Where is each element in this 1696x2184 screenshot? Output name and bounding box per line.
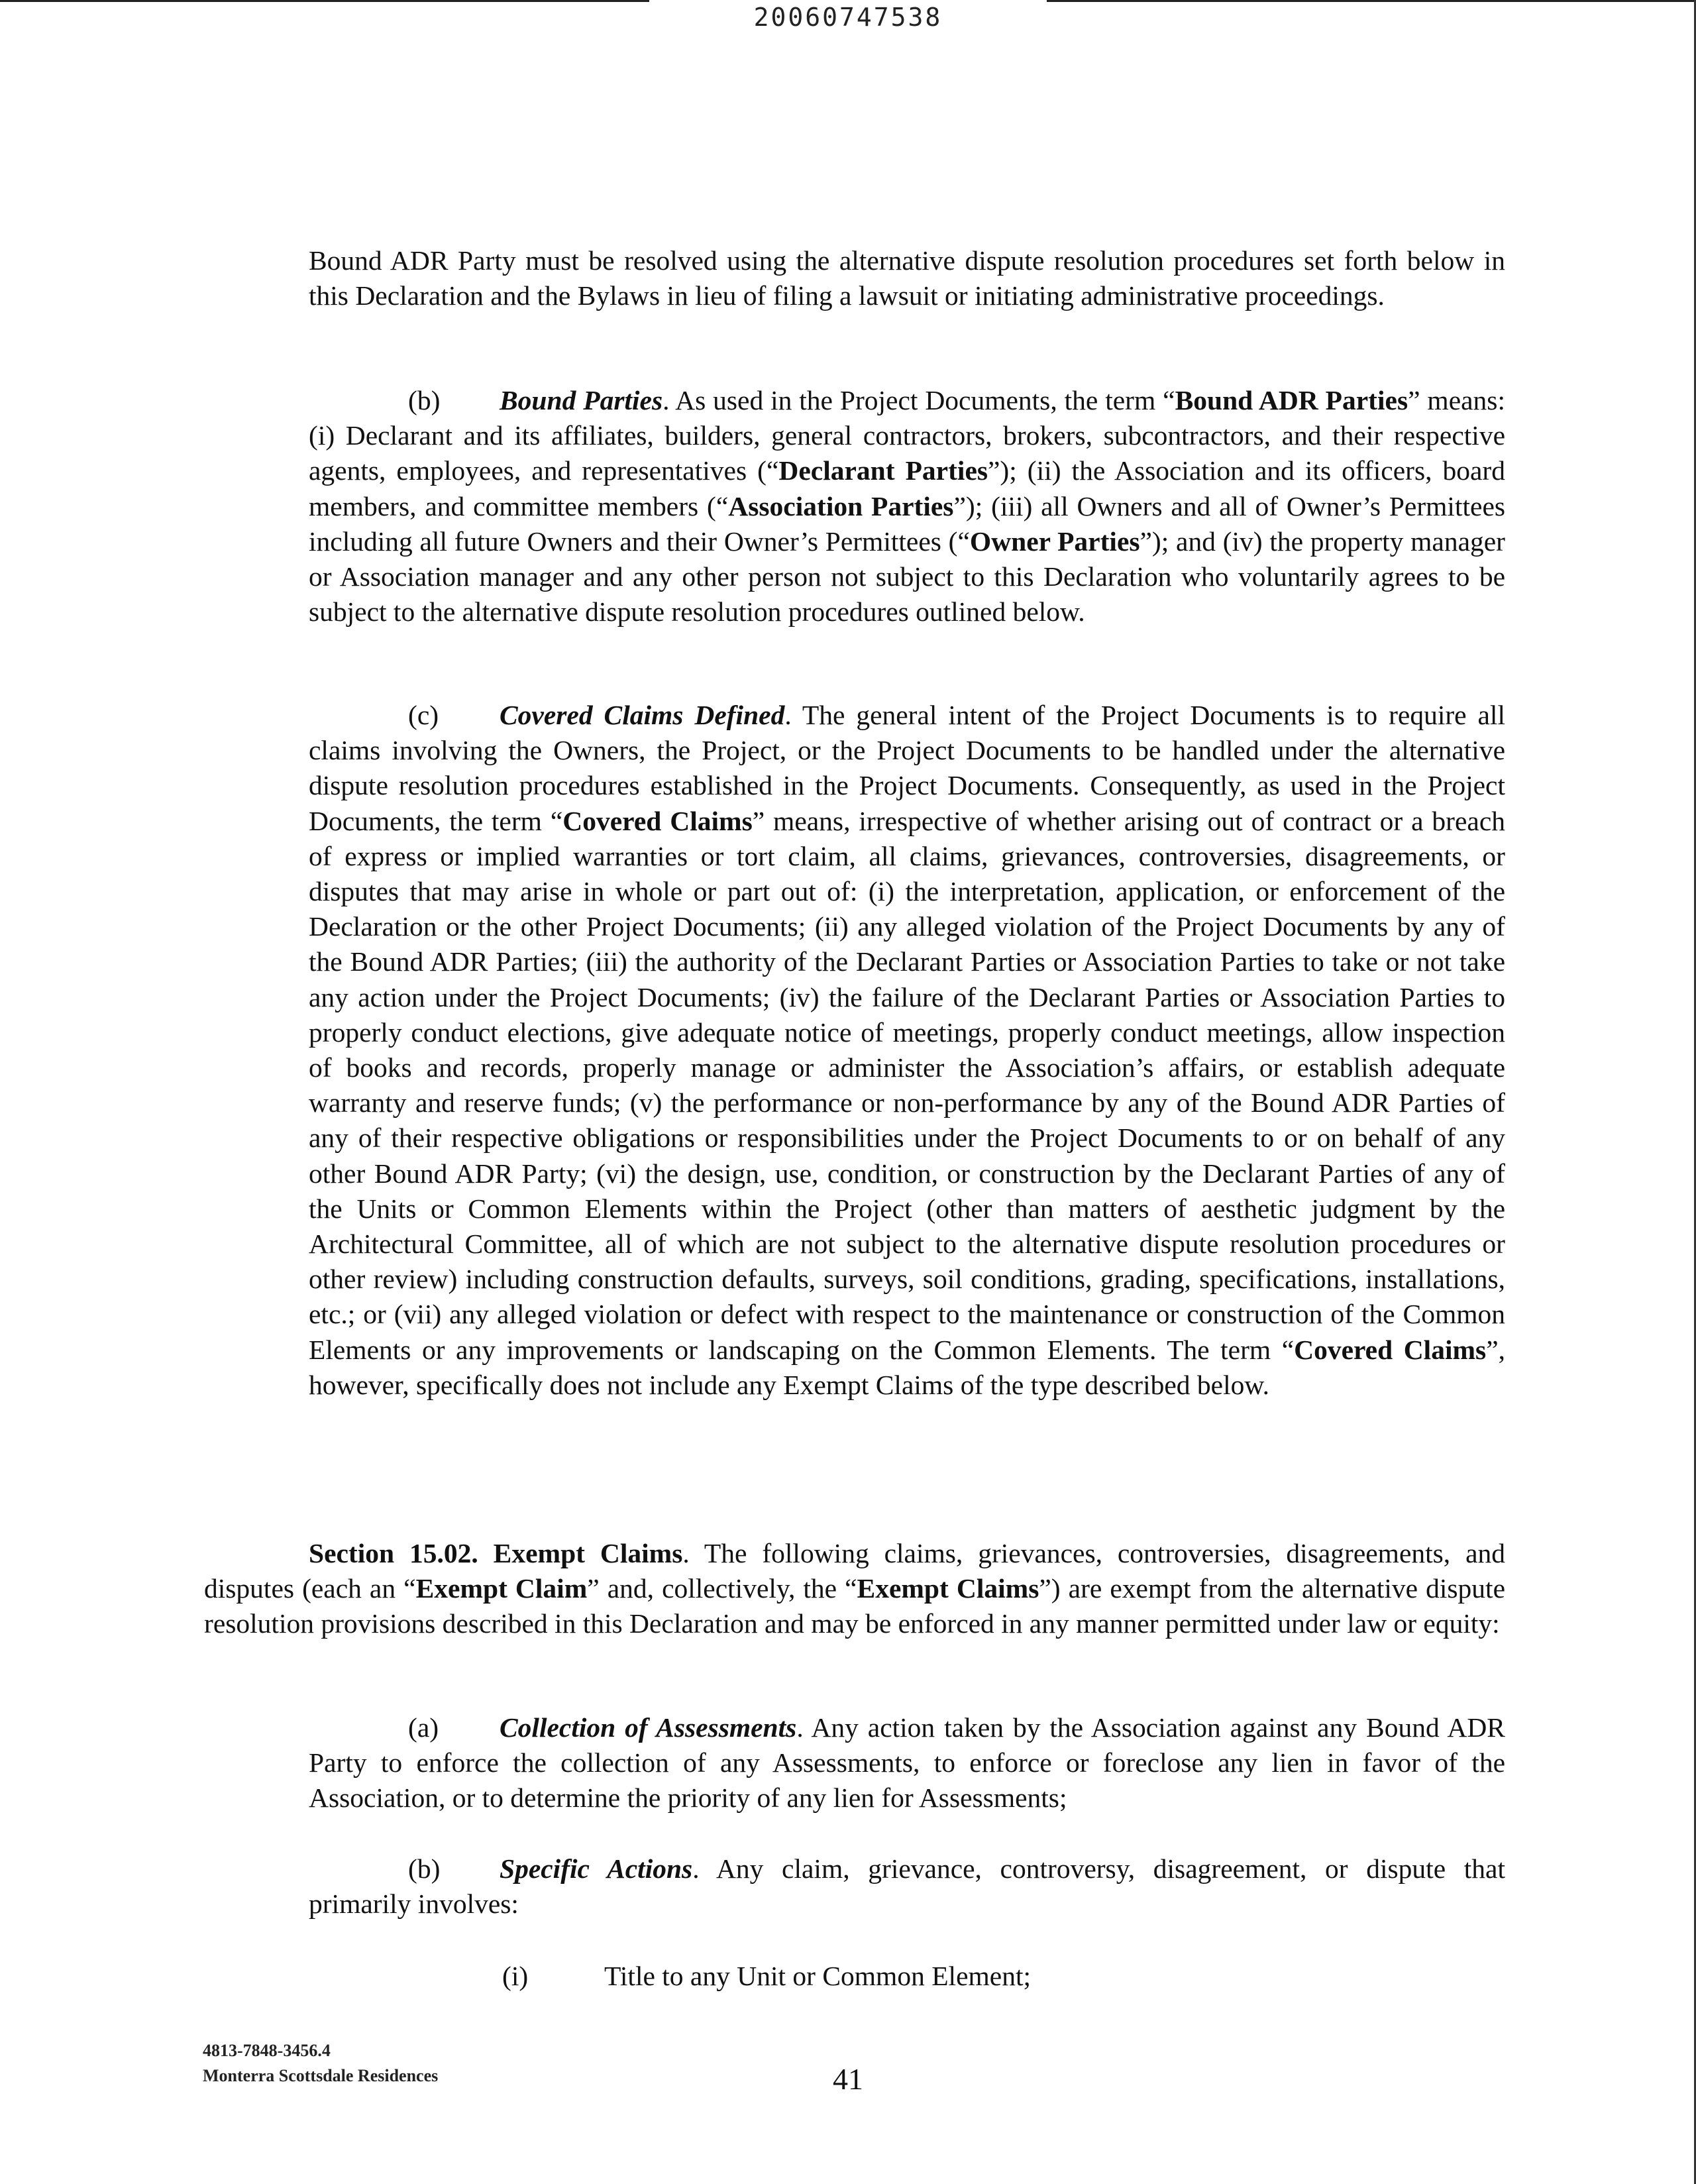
top-border-left: [0, 0, 649, 2]
subsection-label: (b): [408, 1853, 441, 1884]
footer-left: [203, 2038, 438, 2089]
body-text: . The general intent of the Project Documents is to require all claims involving the Owners, the Project, or the Project Documents to be handled under the alternative dispute resolution procedures established in the Project Documents. Consequently, as used in the Project Documents, the term “: [309, 700, 1505, 836]
defined-term: Covered Claims: [1294, 1334, 1487, 1365]
footer-doc-id: 4813-7848-3456.4: [203, 2041, 331, 2060]
collection-assessments-paragraph: [309, 1710, 1505, 1816]
specific-actions-paragraph: [309, 1851, 1505, 1922]
body-text: . The following claims, grievances, controversies, disagreements, and disputes (each an “: [204, 1538, 1506, 1604]
section-heading: Section 15.02. Exempt Claims: [309, 1538, 683, 1568]
footer-project-name: Monterra Scottsdale Residences: [203, 2066, 439, 2085]
section-15-02-paragraph: [204, 1536, 1505, 1642]
body-text: ”); (ii) the Association and its officers, board members, and committee members (“: [309, 455, 1505, 521]
defined-term: Exempt Claim: [415, 1573, 588, 1604]
intro-text: Bound ADR Party must be resolved using the alternative dispute resolution procedures set forth below in this Declaration and the Bylaws in lieu of filing a lawsuit or initiating administrative proceedings.: [309, 245, 1505, 311]
document-number: 20060747538: [753, 3, 943, 32]
intro-paragraph: [309, 243, 1505, 313]
body-text: . As used in the Project Documents, the term “: [662, 385, 1175, 415]
body-text: ”); (iii) all Owners and all of Owner’s Permittees including all future Owners and their Owner’s Permittees (“: [309, 490, 1506, 557]
body-text: ” and, collectively, the “: [587, 1573, 857, 1604]
bound-parties-paragraph: [309, 383, 1505, 629]
list-item-text: Title to any Unit or Common Element;: [604, 1961, 1031, 1991]
list-item-label: (i): [502, 1961, 529, 1991]
body-text: . Any claim, grievance, controversy, disagreement, or dispute that primarily involves:: [309, 1853, 1505, 1920]
subsection-label: (a): [408, 1712, 439, 1743]
body-text: ”) are exempt from the alternative dispute resolution provisions described in this Declaration and may be enforced in any manner permitted under law or equity:: [204, 1573, 1506, 1639]
subsection-heading: Specific Actions: [500, 1853, 693, 1884]
covered-claims-paragraph: [309, 698, 1505, 1403]
defined-term: Declarant Parties: [778, 455, 988, 486]
body-text: ”); and (iv) the property manager or Association manager and any other person not subject to this Declaration who voluntarily agrees to be subject to the alternative dispute resolution procedures outlined below.: [309, 525, 1505, 628]
subsection-label: (b): [408, 385, 441, 415]
page-number: 41: [833, 2062, 863, 2096]
body-text: ” means, irrespective of whether arising out of contract or a breach of express or implied warranties or tort claim, all claims, grievances, controversies, disagreements, or disputes that may arise in whole or part out of: (i) the interpretation, application, or enforcement of the Declaration or the other Project Documents; (ii) any alleged violation of the Project Documents by any of the Bound ADR Parties; (iii) the authority of the Declarant Parties or Association Parties to take or not take any action under the Project Documents; (iv) the failure of the Declarant Parties or Association Parties to properly conduct elections, give adequate notice of meetings, properly conduct meetings, allow inspection of books and records, properly manage or administer the Association’s affairs, or establish adequate warranty and reserve funds; (v) the performance or non-performance by any of the Bound ADR Parties of any of their respective obligations or responsibilities under the Project Documents to or on behalf of any other Bound ADR Party; (vi) the design, use, condition, or construction by the Declarant Parties of any of the Units or Common Elements within the Project (other than matters of aesthetic judgment by the Architectural Committee, all of which are not subject to the alternative dispute resolution procedures or other review) including construction defaults, surveys, soil conditions, grading, specifications, installations, etc.; or (vii) any alleged violation or defect with respect to the maintenance or construction of the Common Elements or any improvements or landscaping on the Common Elements. The term “: [309, 805, 1505, 1365]
body-text: . Any action taken by the Association against any Bound ADR Party to enforce the collection of any Assessments, to enforce or foreclose any lien in favor of the Association, or to determine the priority of any lien for Assessments;: [309, 1712, 1505, 1814]
body-text: ”, however, specifically does not include any Exempt Claims of the type described below.: [309, 1334, 1506, 1400]
defined-term: Exempt Claims: [857, 1573, 1039, 1604]
body-text: ” means: (i) Declarant and its affiliates, builders, general contractors, brokers, subcontractors, and their respective agents, employees, and representatives (“: [309, 385, 1505, 486]
subsection-heading: Covered Claims Defined: [500, 700, 785, 730]
defined-term: Association Parties: [728, 490, 954, 521]
subsection-label: (c): [408, 700, 439, 730]
top-border-right: [1047, 0, 1696, 2]
subsection-heading: Bound Parties: [500, 385, 663, 415]
defined-term: Owner Parties: [969, 525, 1140, 557]
defined-term: Covered Claims: [562, 805, 753, 836]
defined-term: Bound ADR Parties: [1175, 385, 1408, 415]
subsection-heading: Collection of Assessments: [500, 1712, 797, 1743]
